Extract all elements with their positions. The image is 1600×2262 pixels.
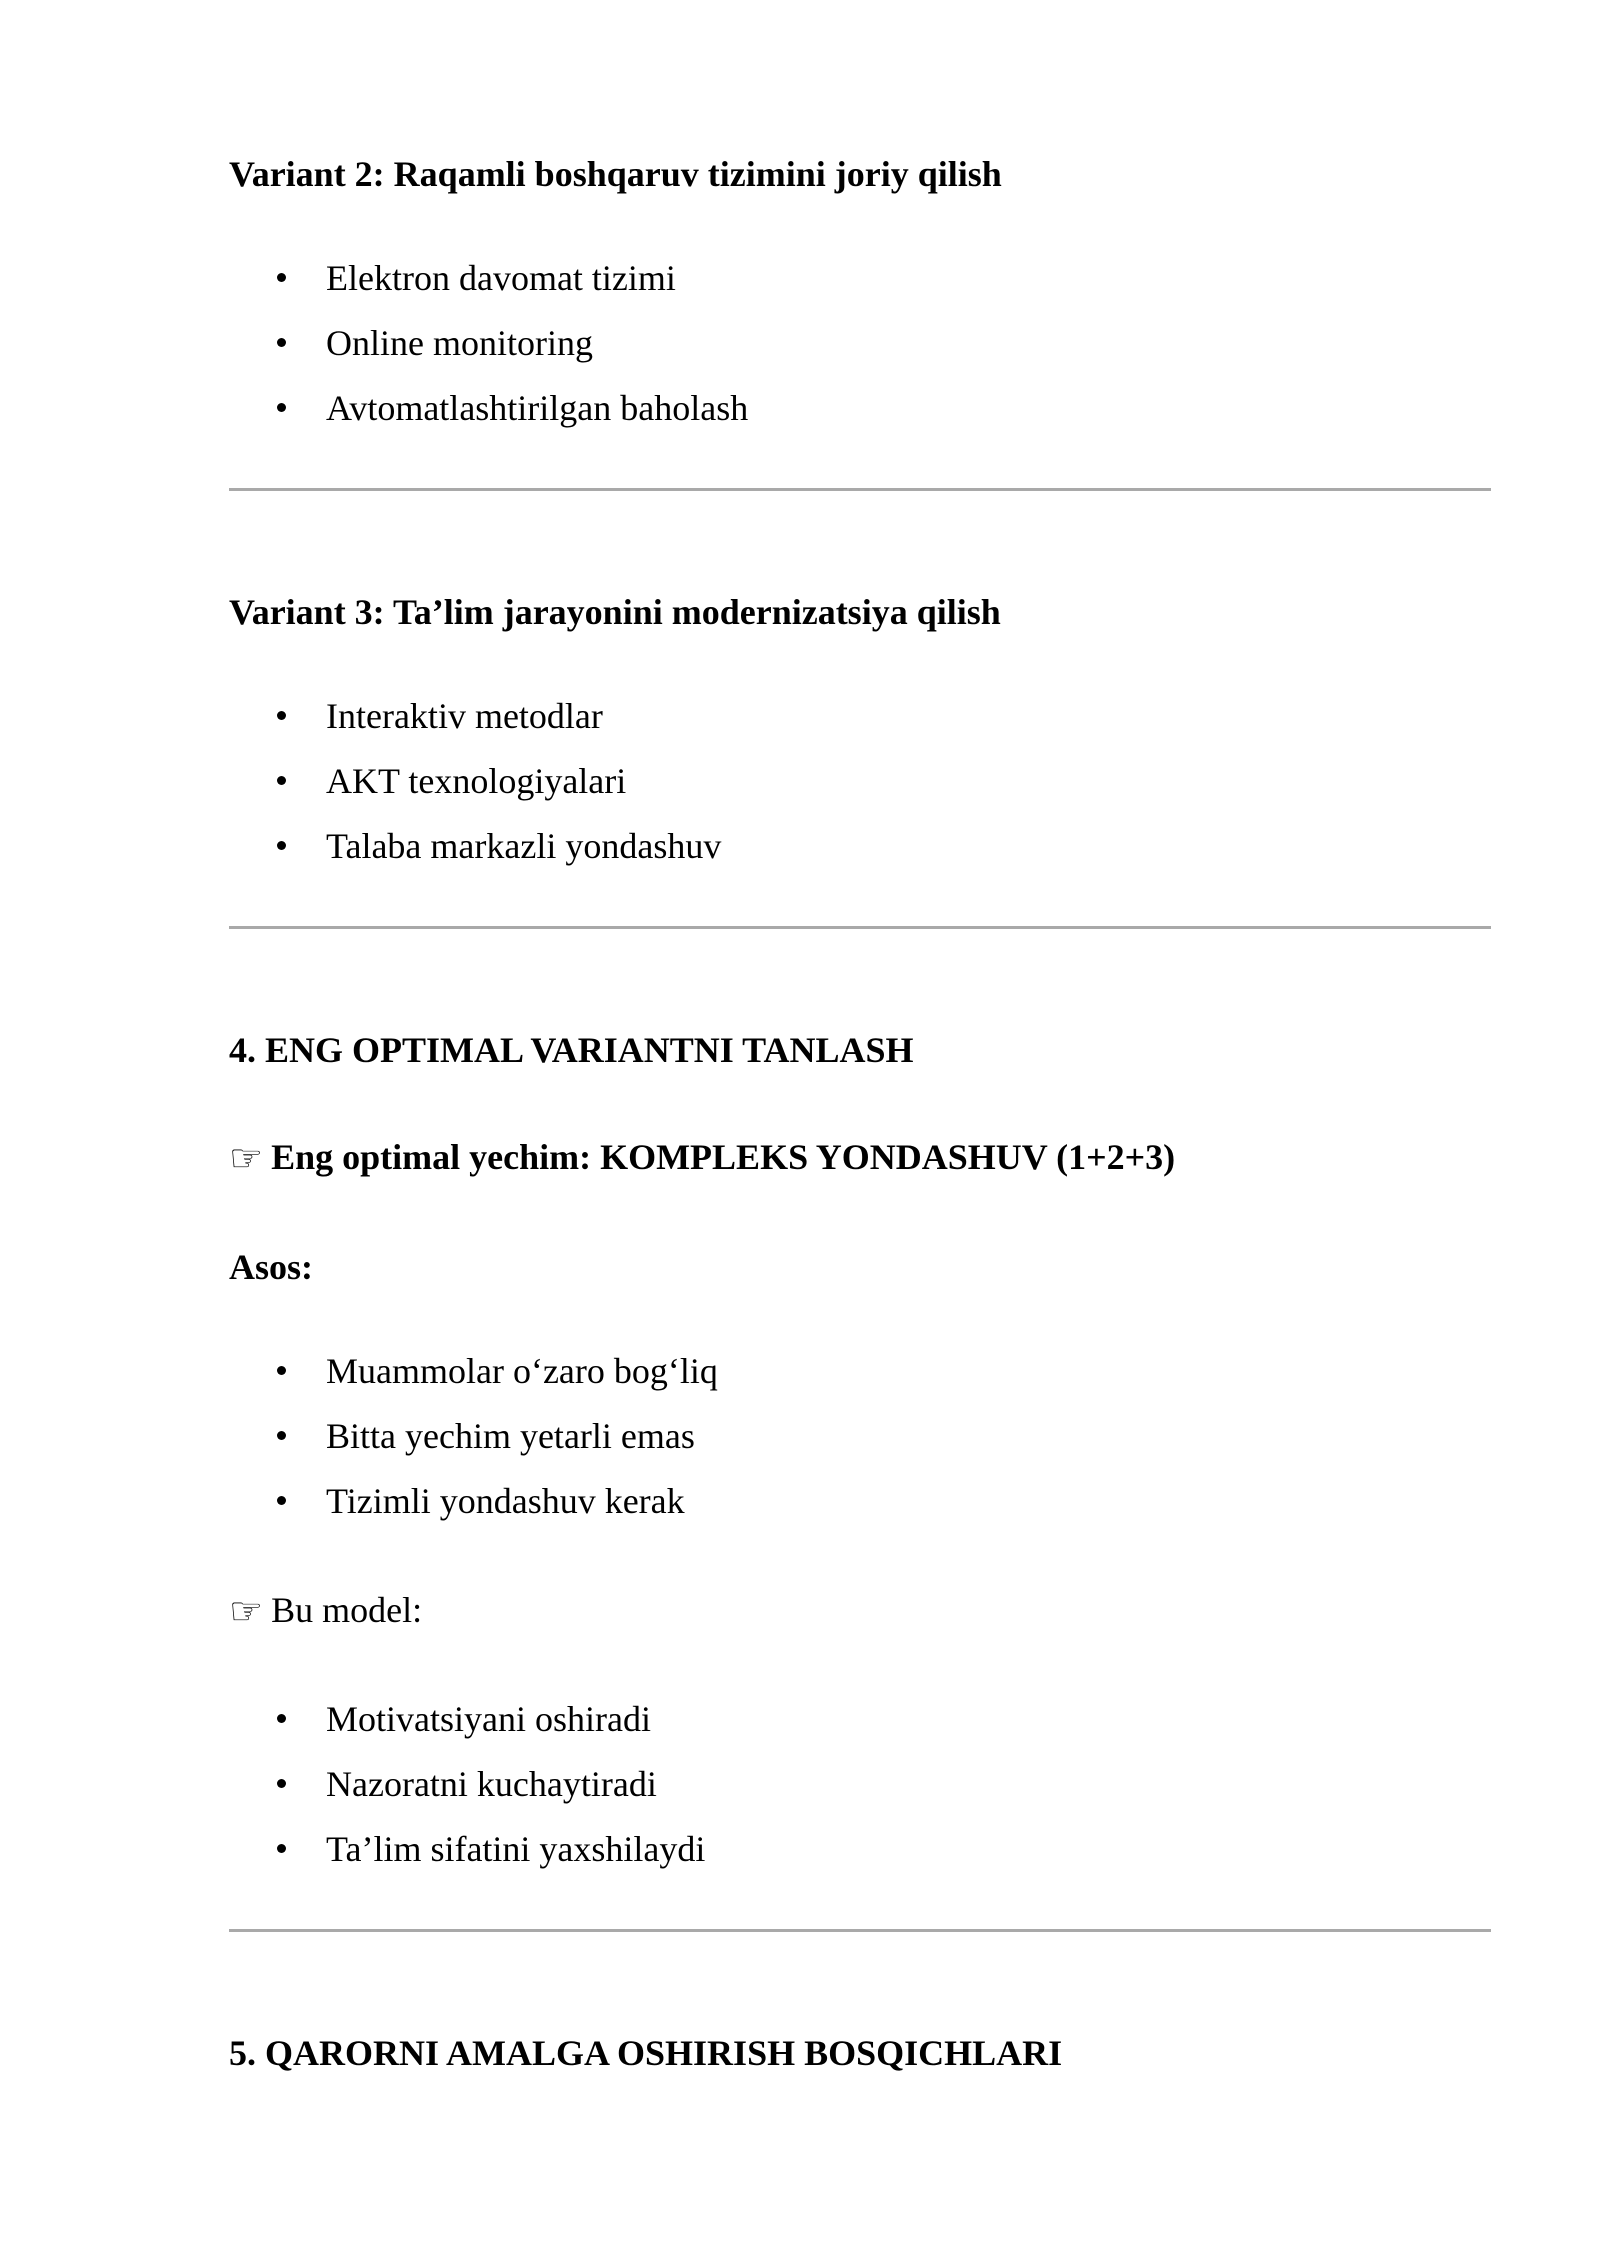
list-item-text: Elektron davomat tizimi [326,258,676,298]
bullet-icon [277,776,286,785]
list-item-text: Online monitoring [326,323,593,363]
horizontal-divider [229,926,1491,929]
model-line [229,1588,422,1633]
list-item-text: Interaktiv metodlar [326,696,603,736]
horizontal-divider [229,488,1491,491]
horizontal-divider [229,1929,1491,1932]
bullet-icon [277,273,286,282]
bullet-icon [277,403,286,412]
section-5-heading: 5. QARORNI AMALGA OSHIRISH BOSQICHLARI [229,2033,1063,2073]
bullet-icon [277,338,286,347]
list-item-text: Talaba markazli yondashuv [326,826,722,866]
list-item-text: Avtomatlashtirilgan baholash [326,388,749,428]
optimal-solution-line [229,1135,1175,1180]
list-item-text: AKT texnologiyalari [326,761,627,801]
list-item-text: Muammolar o‘zaro bog‘liq [326,1351,718,1391]
list-item-text: Nazoratni kuchaytiradi [326,1764,657,1804]
bullet-icon [277,841,286,850]
bullet-icon [277,1844,286,1853]
pointing-hand-icon: ☞ [229,1589,264,1633]
list-item-text: Bitta yechim yetarli emas [326,1416,695,1456]
section-4-heading: 4. ENG OPTIMAL VARIANTNI TANLASH [229,1030,914,1070]
variant-3-heading: Variant 3: Ta’lim jarayonini modernizatsiya qilish [229,592,1001,632]
pointing-hand-icon: ☞ [229,1136,264,1180]
model-label: Bu model: [271,1590,423,1630]
optimal-solution-text: Eng optimal yechim: KOMPLEKS YONDASHUV (1+2+3) [271,1137,1176,1177]
bullet-icon [277,1431,286,1440]
bullet-icon [277,1366,286,1375]
list-item-text: Motivatsiyani oshiradi [326,1699,651,1739]
list-item-text: Ta’lim sifatini yaxshilaydi [326,1829,706,1869]
basis-label: Asos: [229,1247,314,1287]
variant-2-heading: Variant 2: Raqamli boshqaruv tizimini joriy qilish [229,154,1002,194]
bullet-icon [277,1714,286,1723]
list-item-text: Tizimli yondashuv kerak [326,1481,685,1521]
bullet-icon [277,1779,286,1788]
bullet-icon [277,711,286,720]
bullet-icon [277,1496,286,1505]
